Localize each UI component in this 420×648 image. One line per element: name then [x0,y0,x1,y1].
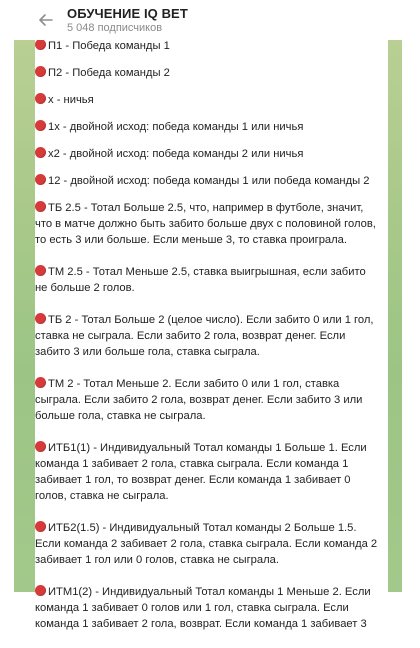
red-circle-icon [35,39,46,50]
channel-title[interactable]: ОБУЧЕНИЕ IQ BET [67,6,188,21]
message-line [35,146,380,162]
message-line [35,200,380,248]
red-circle-icon [35,147,46,158]
message-line [35,38,380,54]
line-text: ИТБ1(1) - Индивидуальный Тотал команды 1 Больше 1. Если команда 1 забивает 2 гола, ставка сыграла. Если команда 1 забивает 1 гол, то возврат денег. Если команда 1 забивает 0 голов, ставка не сыграла. [35,442,367,502]
line-text: ИТМ1(2) - Индивидуальный Тотал команды 1 Меньше 2. Если команда 1 забивает 0 голов или 1 гол, ставка сыграла. Если команда 1 забивает 2 гола, возврат. Если команда 1 забивает 3 [35,586,371,630]
line-text: ТБ 2.5 - Тотал Больше 2.5, что, например в футболе, значит, что в матче должно быть забито больше двух с половиной голов, то есть 3 или больше. Если меньше 3, то ставка проиграла. [35,202,376,246]
line-text: х2 - двойной исход: победа команды 2 или ничья [48,148,304,160]
message-bubble [35,40,388,630]
message-line [35,520,380,568]
chat-header [0,0,420,40]
arrow-left-icon [36,10,56,30]
red-circle-icon [35,120,46,131]
subscriber-count: 5 048 подписчиков [67,22,163,34]
message-line [35,264,380,296]
line-text: х - ничья [48,94,94,106]
message-line [35,376,380,424]
line-text: 1х - двойной исход: победа команды 1 или ничья [48,121,304,133]
red-circle-icon [35,66,46,77]
red-circle-icon [35,201,46,212]
red-circle-icon [35,377,46,388]
red-circle-icon [35,265,46,276]
line-text: ИТБ2(1.5) - Индивидуальный Тотал команды 2 Больше 1.5. Если команда 2 забивает 2 гола, ставка сыграла. Если команда 2 забивает 1 гол или 0 голов, ставка не сыграла. [35,522,378,566]
line-text: ТМ 2 - Тотал Меньше 2. Если забито 0 или 1 гол, ставка сыграла. Если забито 2 гола, возврат денег. Если забито 3 или больше гола, ставка не сыграла. [35,378,363,422]
chat-background [14,40,402,630]
message-text [35,38,388,648]
red-circle-icon [35,313,46,324]
red-circle-icon [35,585,46,596]
line-text: 12 - двойной исход: победа команды 1 или победа команды 2 [48,175,370,187]
red-circle-icon [35,521,46,532]
message-line [35,312,380,360]
back-button[interactable] [36,10,56,30]
message-line [35,173,380,189]
line-text: ТБ 2 - Тотал Больше 2 (целое число). Если забито 0 или 1 гол, ставка не сыграла. Если забито 2 гола, возврат денег. Если забито 3 или больше гола, ставка сыграла. [35,314,374,358]
message-line [35,584,380,632]
line-text: ТМ 2.5 - Тотал Меньше 2.5, ставка выигрышная, если забито не больше 2 голов. [35,266,366,294]
message-line [35,92,380,108]
message-line [35,65,380,81]
red-circle-icon [35,93,46,104]
line-text: П2 - Победа команды 2 [48,67,170,79]
line-text: П1 - Победа команды 1 [48,40,170,52]
red-circle-icon [35,441,46,452]
message-line [35,440,380,504]
message-line [35,119,380,135]
red-circle-icon [35,174,46,185]
